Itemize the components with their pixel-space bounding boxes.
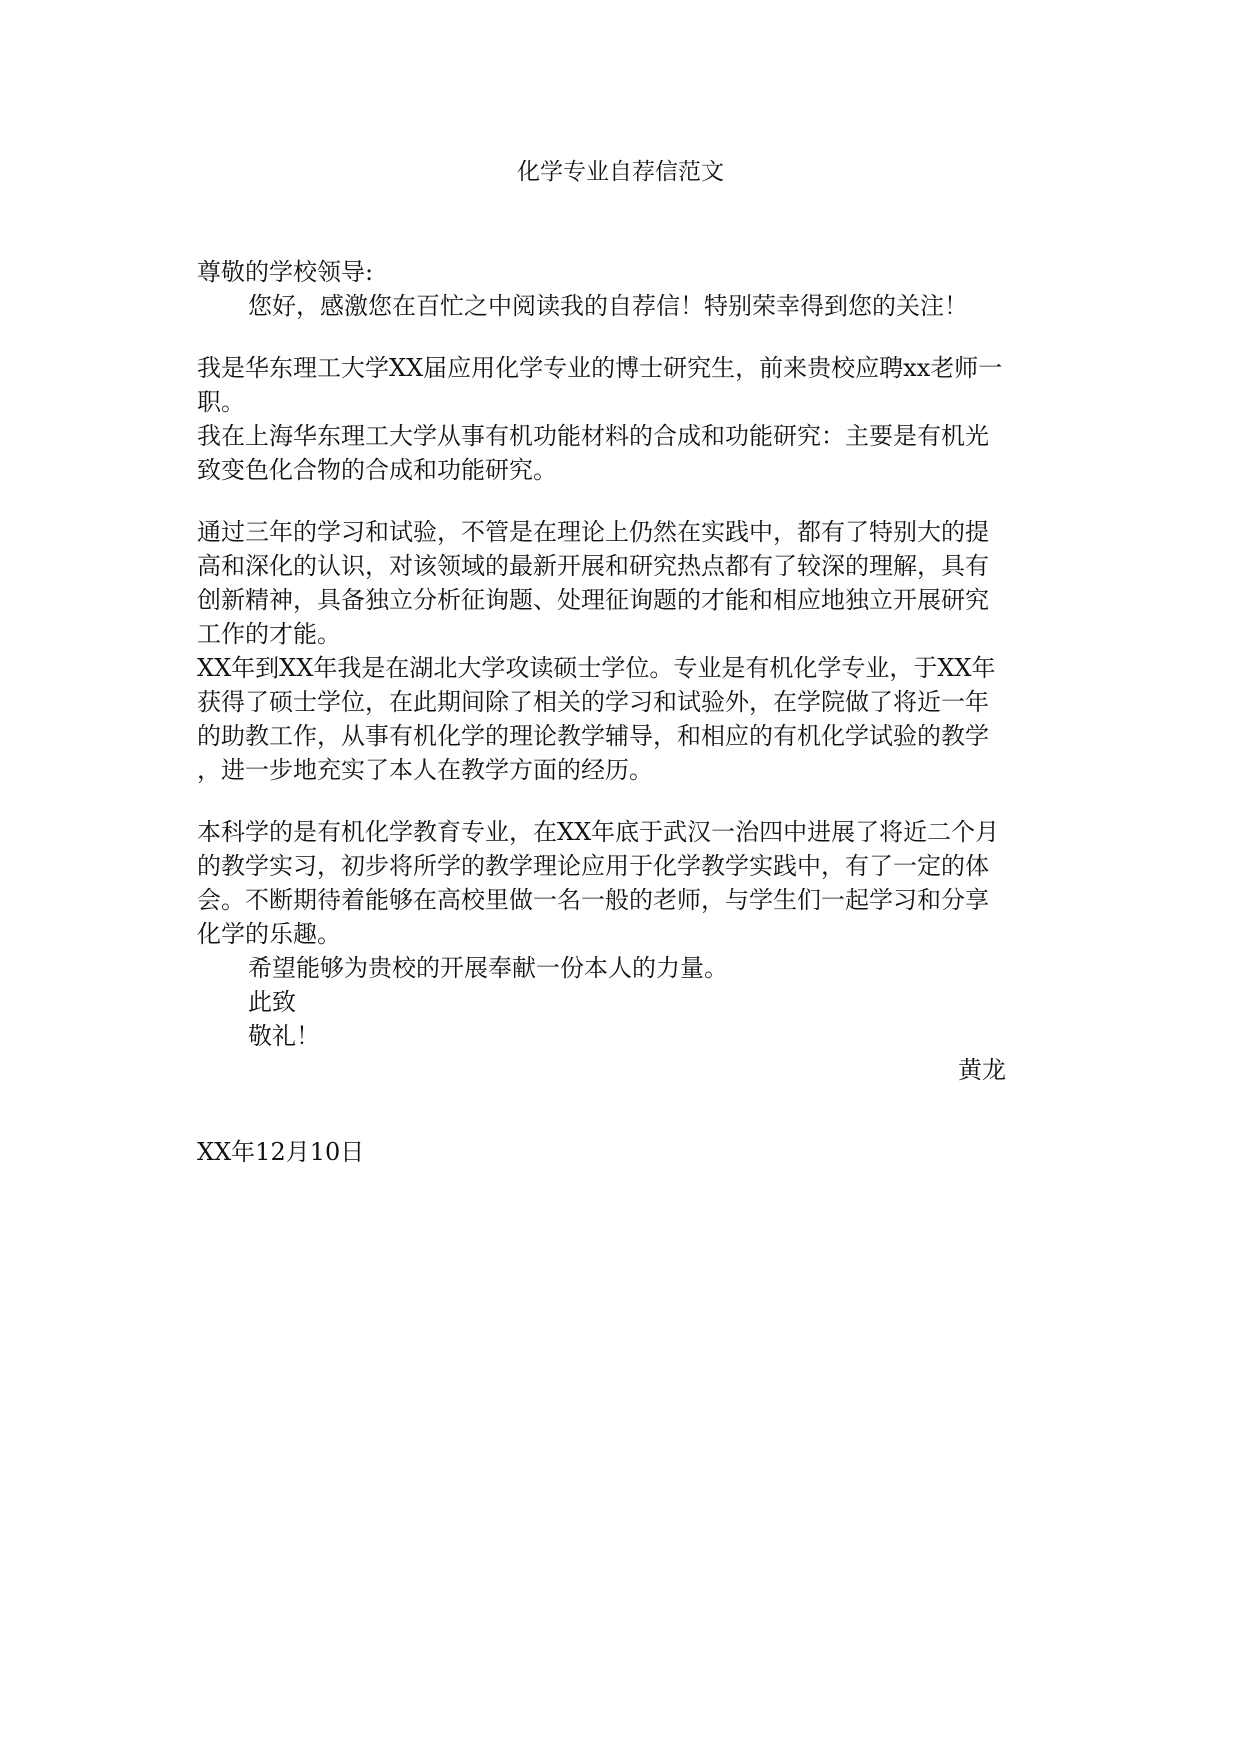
closing-jingli: 敬礼！ xyxy=(248,1022,320,1050)
salutation: 尊敬的学校领导: xyxy=(197,258,374,286)
greeting: 您好，感激您在百忙之中阅读我的自荐信！特别荣幸得到您的关注！ xyxy=(248,292,968,320)
date: XX年12月10日 xyxy=(197,1138,365,1166)
paragraph2-line: 工作的才能。 xyxy=(197,620,341,648)
paragraph3-line: 的教学实习，初步将所学的教学理论应用于化学教学实践中，有了一定的体 xyxy=(197,852,989,880)
paragraph1-line: 我是华东理工大学XX届应用化学专业的博士研究生，前来贵校应聘xx老师一 xyxy=(197,354,1003,382)
paragraph3-line: 会。不断期待着能够在高校里做一名一般的老师，与学生们一起学习和分享 xyxy=(197,886,989,914)
paragraph2-line: ，进一步地充实了本人在教学方面的经历。 xyxy=(197,756,653,784)
document-title: 化学专业自荐信范文 xyxy=(517,159,724,185)
paragraph1-line: 致变色化合物的合成和功能研究。 xyxy=(197,456,557,484)
paragraph2-line: XX年到XX年我是在湖北大学攻读硕士学位。专业是有机化学专业，于XX年 xyxy=(197,654,996,682)
paragraph1-line: 职。 xyxy=(197,388,245,416)
signature: 黄龙 xyxy=(958,1056,1006,1084)
closing-wish: 希望能够为贵校的开展奉献一份本人的力量。 xyxy=(248,954,728,982)
paragraph2-line: 创新精神，具备独立分析征询题、处理征询题的才能和相应地独立开展研究 xyxy=(197,586,989,614)
paragraph2-line: 获得了硕士学位，在此期间除了相关的学习和试验外，在学院做了将近一年 xyxy=(197,688,989,716)
paragraph2-line: 高和深化的认识，对该领域的最新开展和研究热点都有了较深的理解，具有 xyxy=(197,552,989,580)
paragraph3-line: 本科学的是有机化学教育专业，在XX年底于武汉一治四中进展了将近二个月 xyxy=(197,818,1000,846)
paragraph2-line: 通过三年的学习和试验，不管是在理论上仍然在实践中，都有了特别大的提 xyxy=(197,518,989,546)
closing-cizhi: 此致 xyxy=(248,988,296,1016)
paragraph2-line: 的助教工作，从事有机化学的理论教学辅导，和相应的有机化学试验的教学 xyxy=(197,722,989,750)
paragraph1-line: 我在上海华东理工大学从事有机功能材料的合成和功能研究：主要是有机光 xyxy=(197,422,989,450)
paragraph3-line: 化学的乐趣。 xyxy=(197,920,341,948)
